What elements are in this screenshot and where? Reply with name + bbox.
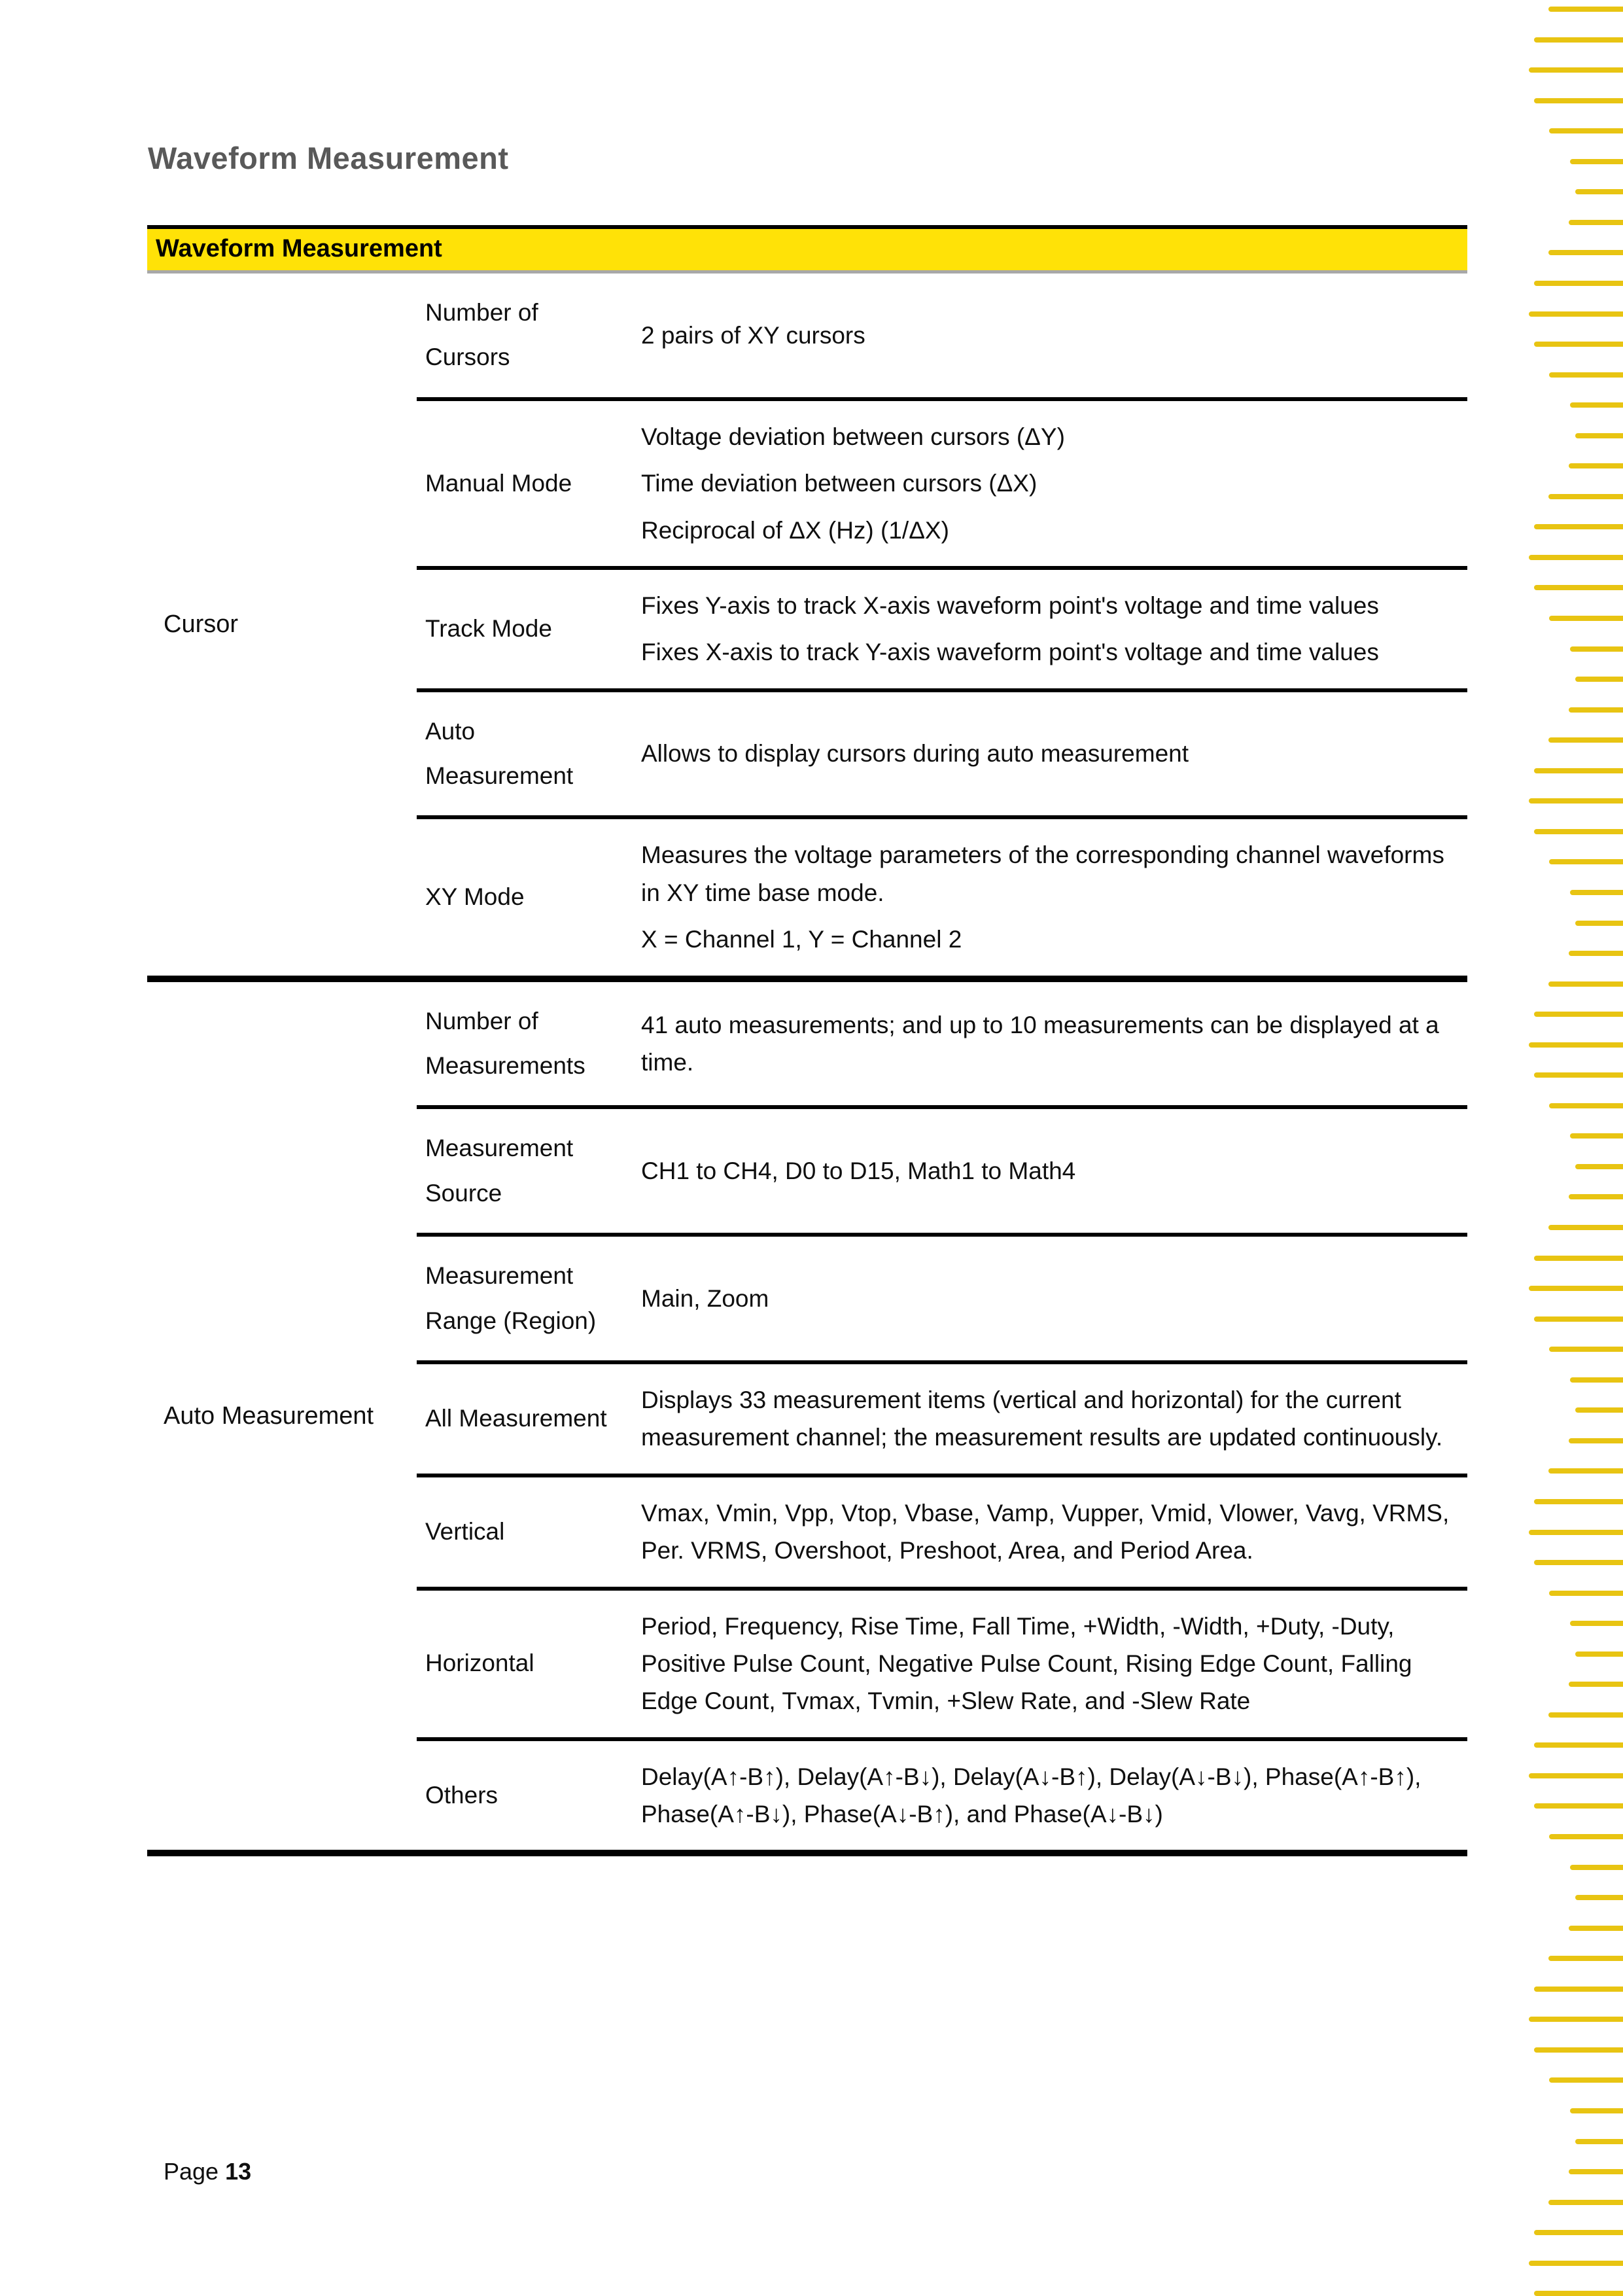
edge-dash <box>1575 189 1623 194</box>
row-param: Others <box>417 1737 629 1850</box>
edge-dash <box>1529 798 1623 804</box>
edge-dash <box>1548 2200 1623 2205</box>
description-paragraph: CH1 to CH4, D0 to D15, Math1 to Math4 <box>641 1157 1076 1185</box>
spec-table <box>147 225 1467 1856</box>
edge-dash <box>1575 433 1623 438</box>
edge-dash <box>1549 2077 1623 2083</box>
row-description <box>629 1233 1467 1360</box>
row-description <box>629 1587 1467 1737</box>
edge-dash <box>1570 402 1623 408</box>
page-number: 13 <box>225 2158 252 2185</box>
table-section <box>147 982 1467 1857</box>
edge-dash <box>1534 342 1623 347</box>
row-param: Horizontal <box>417 1587 629 1737</box>
edge-dash <box>1548 7 1623 12</box>
edge-dash <box>1529 2261 1623 2266</box>
section-label: Auto Measurement <box>164 1402 374 1430</box>
row-description <box>629 982 1467 1106</box>
row-param: Vertical <box>417 1474 629 1587</box>
edge-dash <box>1569 1438 1623 1443</box>
edge-dash <box>1569 463 1623 468</box>
row-param: Track Mode <box>417 566 629 688</box>
row-param: Manual Mode <box>417 397 629 566</box>
edge-dash <box>1570 1865 1623 1870</box>
edge-dash <box>1534 1742 1623 1748</box>
edge-dash <box>1575 2139 1623 2144</box>
description-paragraph: Reciprocal of ΔX (Hz) (1/ΔX) <box>641 516 949 544</box>
page-footer-label: Page <box>164 2158 226 2185</box>
edge-dash <box>1534 1012 1623 1017</box>
table-section <box>147 274 1467 982</box>
section-label: Cursor <box>164 610 239 639</box>
description-paragraph: Main, Zoom <box>641 1285 769 1313</box>
row-param: Auto Measurement <box>417 688 629 816</box>
edge-dash <box>1548 1956 1623 1961</box>
edge-dash <box>1575 677 1623 682</box>
edge-dash <box>1575 1895 1623 1900</box>
row-param: Measurement Source <box>417 1105 629 1233</box>
table-header: Waveform Measurement <box>147 225 1467 274</box>
edge-dash <box>1569 951 1623 956</box>
row-description <box>629 274 1467 397</box>
description-paragraph: Displays 33 measurement items (vertical and horizontal) for the current measurement channel; the measurement results are updated continuously. <box>641 1386 1443 1451</box>
edge-dash <box>1549 1103 1623 1108</box>
edge-dash <box>1534 1256 1623 1261</box>
edge-dash <box>1534 2047 1623 2053</box>
description-paragraph: Vmax, Vmin, Vpp, Vtop, Vbase, Vamp, Vupper, Vmid, Vlower, Vavg, VRMS, Per. VRMS, Overshoot, Preshoot, Area, and Period Area. <box>641 1499 1450 1564</box>
edge-dash <box>1549 372 1623 378</box>
edge-dash <box>1569 2169 1623 2174</box>
edge-dash <box>1529 555 1623 560</box>
edge-dash <box>1570 1377 1623 1383</box>
edge-dash <box>1575 921 1623 926</box>
edge-dash <box>1548 1712 1623 1718</box>
edge-dash <box>1575 1651 1623 1657</box>
description-paragraph: Measures the voltage parameters of the corresponding channel waveforms in XY time base mode. <box>641 841 1444 906</box>
edge-dash <box>1534 1560 1623 1565</box>
edge-dash <box>1548 981 1623 987</box>
row-description <box>629 815 1467 975</box>
edge-dash <box>1548 1468 1623 1474</box>
edge-dash <box>1534 2230 1623 2235</box>
edge-dash <box>1529 1042 1623 1048</box>
row-description <box>629 1360 1467 1474</box>
edge-dash <box>1534 98 1623 103</box>
edge-dash <box>1548 250 1623 255</box>
page-footer <box>164 2158 251 2185</box>
edge-dash <box>1549 859 1623 864</box>
edge-dash <box>1569 707 1623 713</box>
edge-dash <box>1529 311 1623 317</box>
edge-dash <box>1529 67 1623 73</box>
edge-dash <box>1534 829 1623 834</box>
edge-dash <box>1569 1682 1623 1687</box>
row-param: Measurement Range (Region) <box>417 1233 629 1360</box>
row-description <box>629 688 1467 816</box>
edge-dash <box>1549 616 1623 621</box>
edge-dash <box>1534 524 1623 529</box>
description-paragraph: Delay(A↑-B↑), Delay(A↑-B↓), Delay(A↓-B↑), Delay(A↓-B↓), Phase(A↑-B↑), Phase(A↑-B↓), Phase(A↓-B↑), and Phase(A↓-B↓) <box>641 1763 1422 1828</box>
row-description <box>629 1737 1467 1850</box>
description-paragraph: Allows to display cursors during auto measurement <box>641 740 1189 768</box>
edge-dash <box>1534 1803 1623 1809</box>
edge-dash <box>1570 2108 1623 2113</box>
edge-dash <box>1534 585 1623 590</box>
edge-dash <box>1534 1987 1623 1992</box>
row-description <box>629 1105 1467 1233</box>
edge-dash <box>1548 1225 1623 1230</box>
edge-dash <box>1534 281 1623 286</box>
edge-dash <box>1575 1164 1623 1169</box>
edge-dash <box>1570 159 1623 164</box>
edge-dash <box>1549 1591 1623 1596</box>
edge-dash <box>1549 128 1623 133</box>
edge-dash <box>1548 494 1623 499</box>
description-paragraph: 2 pairs of XY cursors <box>641 321 865 349</box>
edge-dash <box>1534 1316 1623 1322</box>
edge-dash <box>1529 1530 1623 1535</box>
description-paragraph: X = Channel 1, Y = Channel 2 <box>641 926 962 953</box>
row-description <box>629 397 1467 566</box>
edge-dash <box>1570 890 1623 895</box>
row-param: All Measurement <box>417 1360 629 1474</box>
row-param: Number of Measurements <box>425 1007 585 1079</box>
edge-dash <box>1549 1834 1623 1839</box>
description-paragraph: Fixes Y-axis to track X-axis waveform point's voltage and time values <box>641 592 1379 619</box>
description-paragraph: Voltage deviation between cursors (ΔY) <box>641 423 1065 450</box>
edge-dash <box>1569 220 1623 225</box>
edge-dash <box>1575 1407 1623 1413</box>
edge-dash <box>1570 1133 1623 1139</box>
edge-dash <box>1569 1194 1623 1199</box>
page-title: Waveform Measurement <box>148 141 509 175</box>
row-param: XY Mode <box>417 815 629 975</box>
row-param: Number of Cursors <box>425 299 538 371</box>
description-paragraph: Fixes X-axis to track Y-axis waveform point's voltage and time values <box>641 639 1379 666</box>
edge-dash <box>1534 1499 1623 1504</box>
edge-dash <box>1569 1926 1623 1931</box>
edge-dash <box>1534 1072 1623 1078</box>
edge-dash <box>1529 2017 1623 2022</box>
description-paragraph: Time deviation between cursors (ΔX) <box>641 470 1038 497</box>
edge-dash <box>1534 37 1623 43</box>
table-sections <box>147 274 1467 1856</box>
description-paragraph: 41 auto measurements; and up to 10 measurements can be displayed at a time. <box>641 1011 1439 1076</box>
edge-dash <box>1529 1286 1623 1291</box>
row-description <box>629 566 1467 688</box>
edge-dash <box>1534 768 1623 773</box>
edge-dash <box>1570 1621 1623 1626</box>
edge-dash <box>1549 1347 1623 1352</box>
edge-dash <box>1570 646 1623 652</box>
description-paragraph: Period, Frequency, Rise Time, Fall Time, +Width, -Width, +Duty, -Duty, Positive Pulse Count, Negative Pulse Count, Rising Edge Count, Falling Edge Count, Tvmax, Tvmin, +Slew Rate, and -Slew Rate <box>641 1612 1412 1715</box>
edge-dash <box>1529 1773 1623 1778</box>
row-description <box>629 1474 1467 1587</box>
edge-dash <box>1548 737 1623 743</box>
